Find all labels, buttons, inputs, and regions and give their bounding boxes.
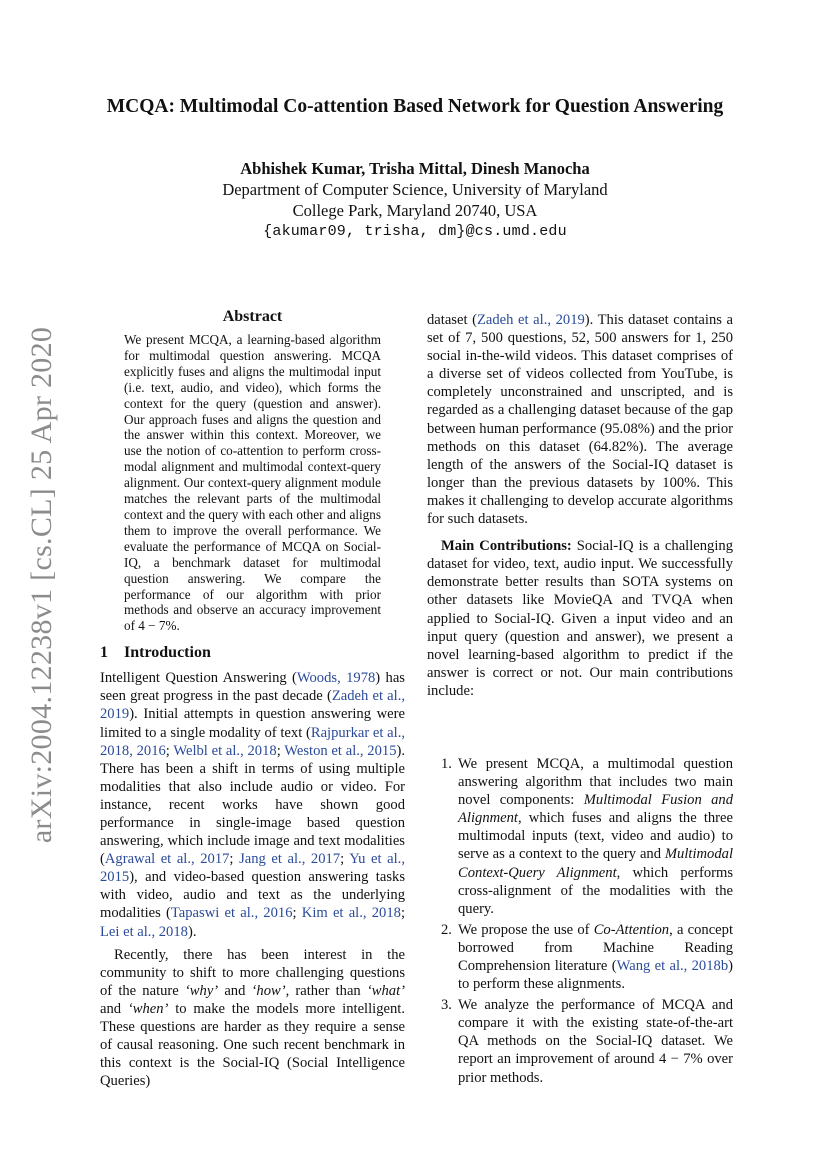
text-run: ;	[292, 905, 302, 922]
contributions-paragraph	[427, 537, 733, 700]
section-number: 1	[100, 644, 108, 662]
contributions-text: Social-IQ is a challenging dataset for video, text, audio input. We successfully demonstrate better results than SOTA systems on other datasets like MovieQA and TVQA when applied to Social-IQ. Given a input video and an input query (question and answer), we present a novel learning-based algorithm to predict if the answer is correct or not. Our main contributions include:	[427, 538, 733, 699]
list-marker: 2.	[441, 921, 452, 938]
text-run: dataset (	[427, 312, 477, 328]
list-item-text	[458, 756, 733, 917]
dataset-paragraph	[427, 311, 733, 528]
text-run: ;	[400, 905, 405, 922]
text-run: , a concept borrowed from Machine Reading Comprehension literature (	[458, 921, 733, 974]
left-column	[100, 308, 405, 1090]
text-run: We analyze the performance of MCQA and compare it with the existing state-of-the-art QA methods on the Social-IQ dataset. We report an improvement of around 4 − 7% over prior methods.	[458, 997, 733, 1086]
list-item	[427, 921, 733, 993]
list-marker: 1.	[441, 755, 452, 772]
list-item-text	[458, 922, 733, 992]
text-run: ). Initial attempts in question answering were limited to a single modality of text (	[100, 706, 405, 741]
text-run: ;	[165, 742, 174, 759]
author-email: {akumar09, trisha, dm}@cs.umd.edu	[263, 223, 567, 240]
text-run: to make the models more intelligent. These questions are harder as they require a sense of causal reasoning. One such recent benchmark in this context is the Social-IQ (Social Intelligence Queries)	[100, 1000, 405, 1090]
emphasis-text: Co-Attention	[593, 921, 670, 938]
citation-link[interactable]: Tapaswi et al., 2016	[170, 905, 293, 922]
text-run: ) to perform these alignments.	[458, 958, 733, 993]
text-run: , rather than	[285, 982, 367, 999]
text-run: ;	[276, 742, 285, 759]
text-run: ;	[340, 851, 350, 868]
citation-link[interactable]: Yu et al., 2015	[100, 851, 405, 886]
text-run: , which fuses and aligns the three multimodal inputs (text, video and audio) to serve as a context to the query and	[458, 810, 733, 863]
paper-title: MCQA: Multimodal Co-attention Based Network for Question Answering	[106, 96, 724, 117]
list-item	[427, 755, 733, 918]
contributions-list	[427, 755, 733, 1087]
emphasis-text: Multimodal Fusion and Alignment	[458, 792, 733, 827]
emphasis-text: ‘what’	[366, 982, 405, 999]
author-address: College Park, Maryland 20740, USA	[292, 201, 538, 220]
emphasis-text: ‘how’	[251, 982, 286, 999]
text-run: , which performs cross-alignment of the modalities with the query.	[458, 864, 734, 917]
citation-link[interactable]: Weston et al., 2015	[284, 742, 397, 759]
citation-link[interactable]: Lei et al., 2018	[100, 923, 188, 940]
right-column	[427, 311, 733, 1090]
citation-link[interactable]: Agrawal et al., 2017	[104, 851, 230, 868]
list-item-text	[458, 997, 733, 1085]
emphasis-text: ‘why’	[184, 982, 219, 999]
arxiv-stamp-text: arXiv:2004.12238v1 [cs.CL] 25 Apr 2020	[25, 326, 58, 844]
text-run: ) has seen great progress in the past decade (	[100, 670, 405, 705]
citation-link[interactable]: Woods, 1978	[296, 670, 376, 687]
citation-link[interactable]: Wang et al., 2018b	[616, 958, 729, 974]
emphasis-text: ‘when’	[127, 1000, 169, 1017]
text-run: ).	[187, 923, 197, 940]
text-run: ;	[229, 851, 240, 868]
citation-link[interactable]: Kim et al., 2018	[301, 905, 401, 922]
author-names: Abhishek Kumar, Trisha Mittal, Dinesh Manocha	[240, 159, 590, 178]
author-affiliation: Department of Computer Science, University of Maryland	[222, 180, 608, 199]
list-item	[427, 996, 733, 1086]
text-run: ), and video-based question answering tasks with video, audio and text as the underlying modalities (	[100, 869, 405, 922]
text-run: We propose the use of	[458, 921, 594, 938]
contributions-heading: Main Contributions:	[441, 538, 572, 555]
text-run: and	[218, 982, 252, 999]
arxiv-stamp	[14, 300, 70, 870]
citation-link[interactable]: Zadeh et al., 2019	[100, 688, 406, 723]
citation-link[interactable]: Zadeh et al., 2019	[476, 312, 585, 328]
list-marker: 3.	[441, 997, 452, 1014]
author-block	[100, 158, 730, 242]
text-run: We present MCQA, a multimodal question answering algorithm that includes two main novel components:	[458, 755, 733, 809]
intro-paragraph-2	[100, 946, 405, 1091]
text-run: and	[100, 1000, 128, 1017]
section-title: Introduction	[124, 644, 211, 662]
citation-link[interactable]: Welbl et al., 2018	[173, 742, 277, 759]
text-run: ). There has been a shift in terms of using multiple modalities that also include audio or video. For instance, recent works have shown good performance in single-image based question answering, which include image and text modalities (	[100, 742, 406, 868]
emphasis-text: Multimodal Context-Query Alignment	[458, 846, 733, 881]
section-heading-introduction	[100, 644, 405, 662]
text-run: ). This dataset contains a set of 7, 500 questions, 52, 500 answers for 1, 250 social in-the-wild videos. This dataset comprises of a diverse set of videos collected from YouTube, is completely unconstrained and unscripted, and is regarded as a challenging dataset because of the gap between human performance (95.08%) and the prior methods on this dataset (64.82%). The average length of the answers of the Social-IQ dataset is longer than the previous datasets by 100%. This makes it challenging to develop accurate algorithms for such datasets.	[427, 312, 733, 528]
abstract-heading: Abstract	[222, 308, 283, 325]
citation-link[interactable]: Jang et al., 2017	[239, 851, 341, 868]
intro-paragraph-1	[100, 669, 405, 940]
abstract-text: We present MCQA, a learning-based algorithm for multimodal question answering. MCQA explicitly fuses and aligns the multimodal input (i.e. text, audio, and video), which forms the context for the query (question and answer). Our approach fuses and aligns the question and the answer within this context. Moreover, we use the notion of co-attention to perform cross-modal alignment and multimodal context-query alignment. Our context-query alignment module matches the relevant parts of the multimodal context and the query with each other and aligns them to improve the overall performance. We evaluate the performance of MCQA on Social-IQ, a benchmark dataset for multimodal question answering. We compare the performance of our algorithm with prior methods and observe an accuracy improvement of 4 − 7%.	[124, 332, 381, 634]
citation-link[interactable]: Rajpurkar et al., 2018, 2016	[100, 724, 405, 759]
text-run: Intelligent Question Answering (	[100, 670, 297, 687]
text-run: Recently, there has been interest in the community to shift to more challenging questions of the nature	[100, 946, 405, 999]
